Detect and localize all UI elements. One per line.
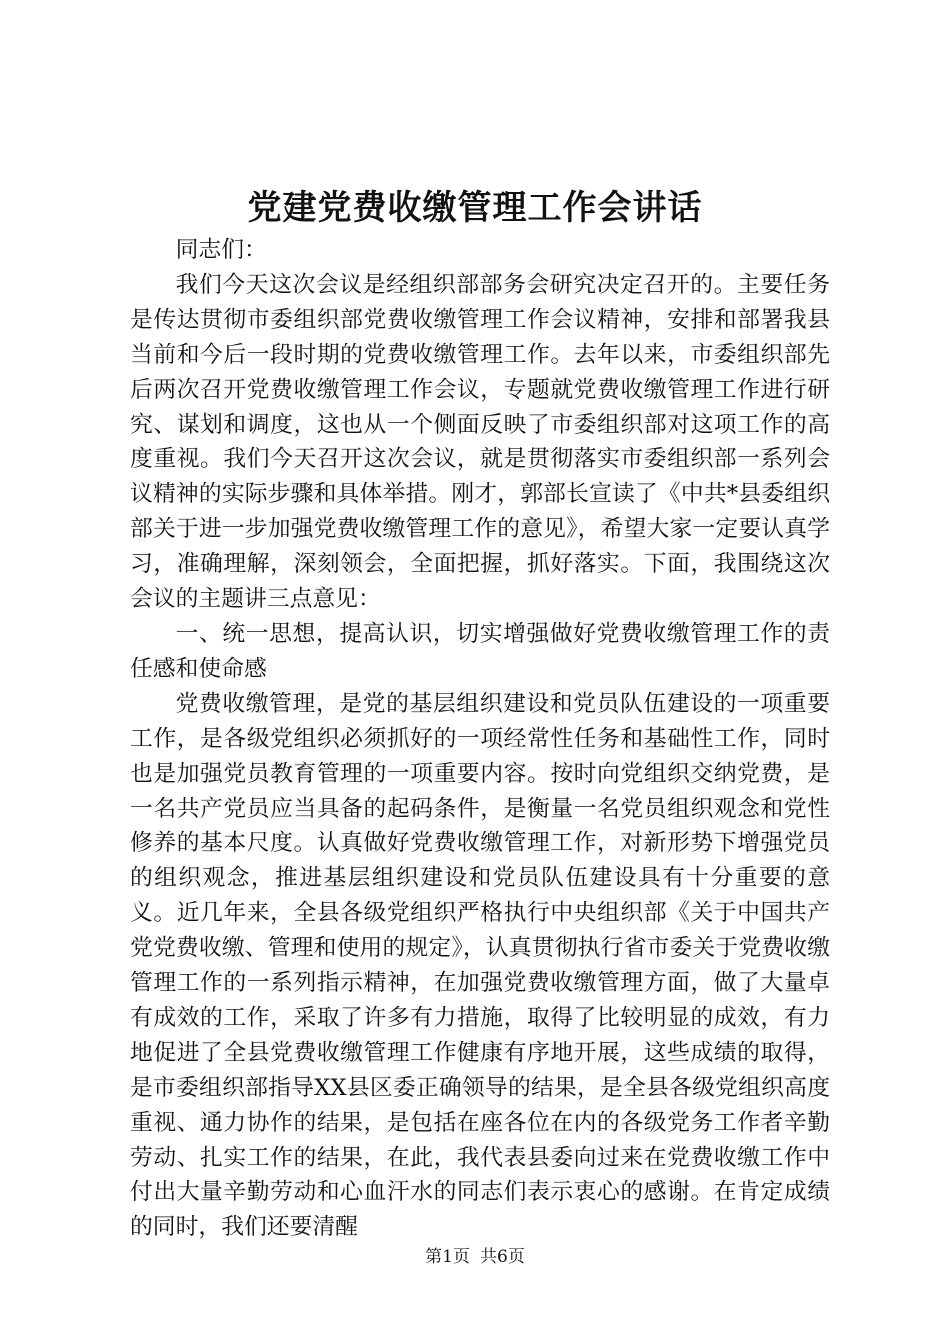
- paragraph-intro: 我们今天这次会议是经组织部部务会研究决定召开的。主要任务是传达贯彻市委组织部党费收缴管理工作会议精神，安排和部署我县当前和今后一段时期的党费收缴管理工作。去年以来，市委组织部先后两次召开党费收缴管理工作会议，专题就党费收缴管理工作进行研究、谋划和调度，这也从一个侧面反映了市委组织部对这项工作的高度重视。我们今天召开这次会议，就是贯彻落实市委组织部一系列会议精神的实际步骤和具体举措。刚才，郭部长宣读了《中共*县委组织部关于进一步加强党费收缴管理工作的意见》，希望大家一定要认真学习，准确理解，深刻领会，全面把握，抓好落实。下面，我围绕这次会议的主题讲三点意见：: [130, 271, 830, 613]
- section-heading-1: 一、统一思想，提高认识，切实增强做好党费收缴管理工作的责任感和使命感: [130, 620, 830, 682]
- page-title: 党建党费收缴管理工作会讲话: [247, 188, 703, 228]
- document-body: [130, 233, 830, 1245]
- salutation: 同志们：: [175, 237, 267, 263]
- page-footer: [0, 1245, 950, 1269]
- page-number-total: 共6页: [480, 1247, 525, 1267]
- paragraph-section-1: 党费收缴管理，是党的基层组织建设和党员队伍建设的一项重要工作，是各级党组织必须抓好的一项经常性任务和基础性工作，同时也是加强党员教育管理的一项重要内容。按时向党组织交纳党费，是一名共产党员应当具备的起码条件，是衡量一名党员组织观念和党性修养的基本尺度。认真做好党费收缴管理工作，对新形势下增强党员的组织观念，推进基层组织建设和党员队伍建设具有十分重要的意义。近几年来，全县各级党组织严格执行中央组织部《关于中国共产党党费收缴、管理和使用的规定》，认真贯彻执行省市委关于党费收缴管理工作的一系列指示精神，在加强党费收缴管理方面，做了大量卓有成效的工作，采取了许多有力措施，取得了比较明显的成效，有力地促进了全县党费收缴管理工作健康有序地开展，这些成绩的取得，是市委组织部指导XX县区委正确领导的结果，是全县各级党组织高度重视、通力协作的结果，是包括在座各位在内的各级党务工作者辛勤劳动、扎实工作的结果，在此，我代表县委向过来在党费收缴工作中付出大量辛勤劳动和心血汗水的同志们表示衷心的感谢。在肯定成绩的同时，我们还要清醒: [130, 690, 830, 1241]
- page-number-current: 第1页: [425, 1247, 470, 1267]
